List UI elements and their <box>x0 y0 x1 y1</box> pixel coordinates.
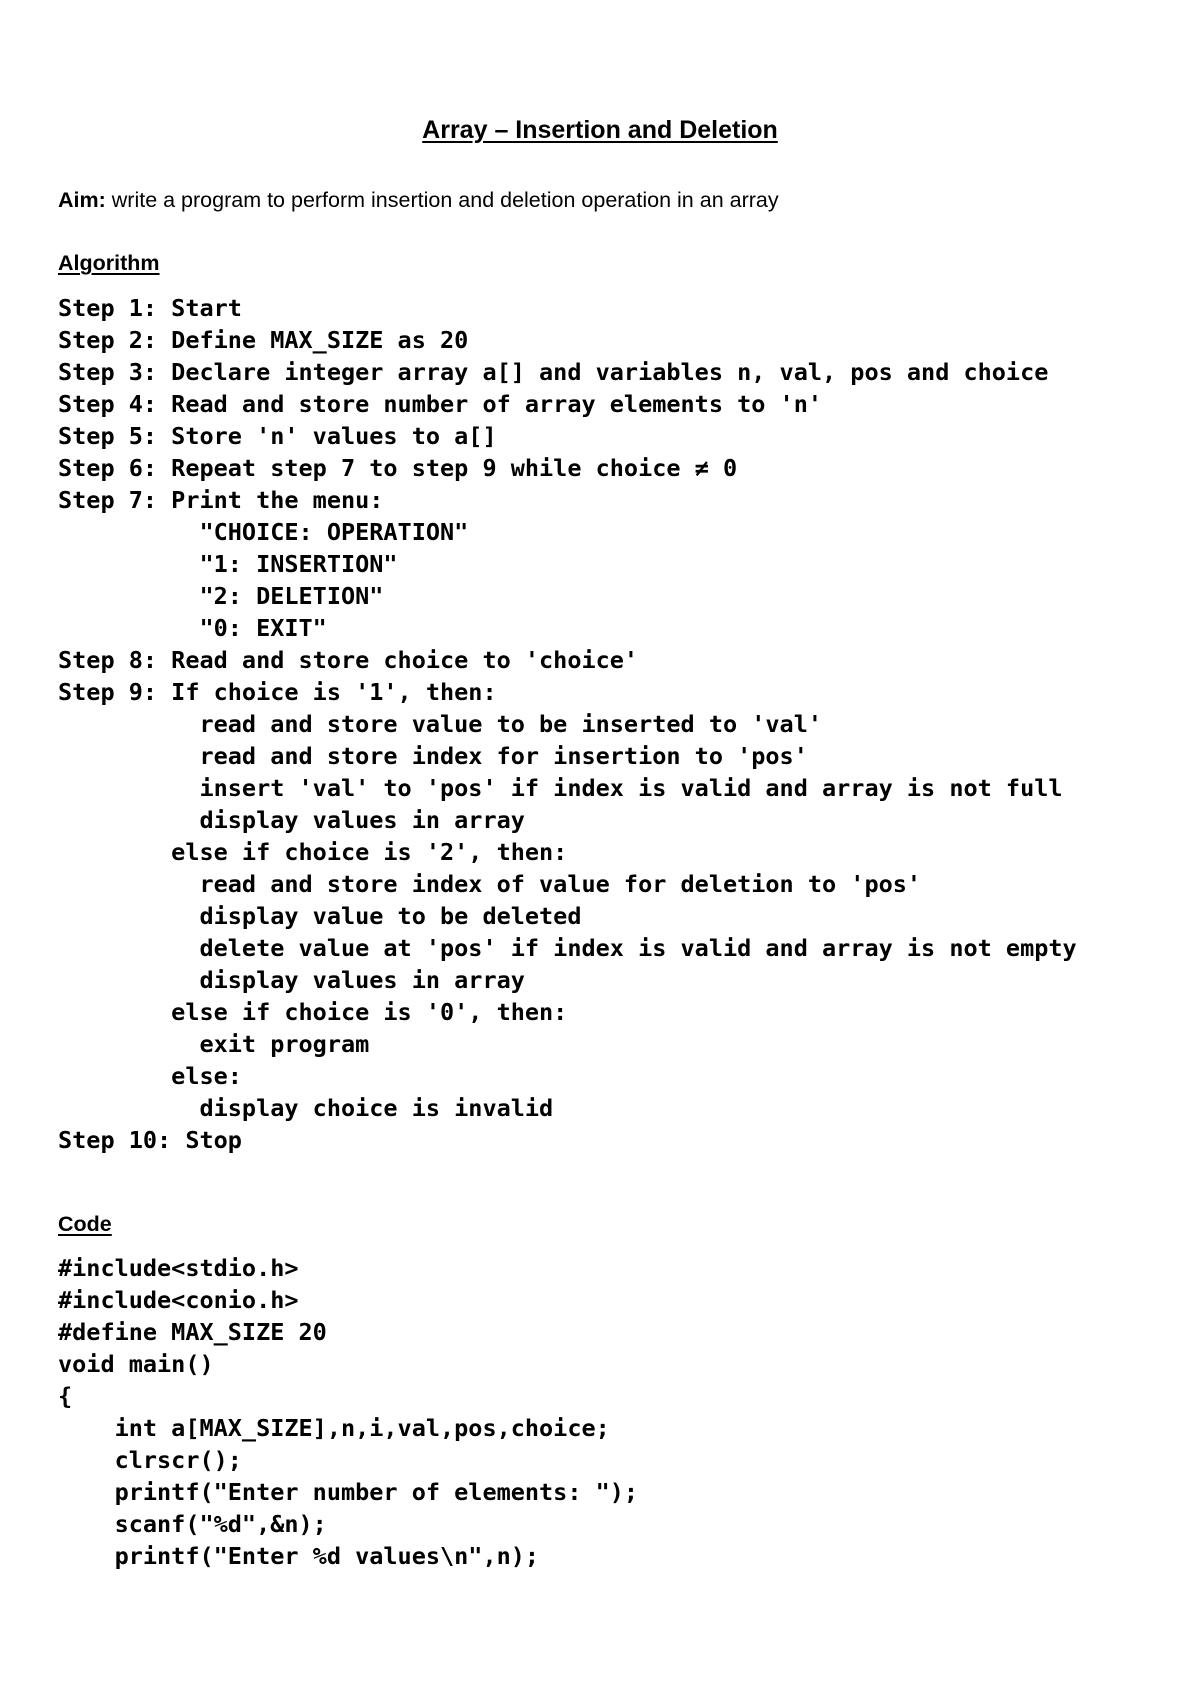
algorithm-steps <box>58 292 1077 1156</box>
algorithm-line: display values in array <box>58 806 525 834</box>
algorithm-line: Step 3: Declare integer array a[] and variables n, val, pos and choice <box>58 358 1049 386</box>
code-line: #include<stdio.h> <box>58 1254 299 1282</box>
code-line: printf("Enter number of elements: "); <box>58 1478 639 1506</box>
algorithm-line: Step 7: Print the menu: <box>58 486 384 514</box>
algorithm-line: display value to be deleted <box>58 902 582 930</box>
algorithm-line: read and store index of value for deletion to 'pos' <box>58 870 922 898</box>
aim-text: write a program to perform insertion and deletion operation in an array <box>105 188 779 212</box>
document-title: Array – Insertion and Deletion <box>422 116 778 144</box>
algorithm-line: Step 4: Read and store number of array elements to 'n' <box>58 390 823 418</box>
algorithm-line: else: <box>58 1062 242 1090</box>
algorithm-line: delete value at 'pos' if index is valid and array is not empty <box>58 934 1077 962</box>
code-line: #include<conio.h> <box>58 1286 299 1314</box>
algorithm-heading: Algorithm <box>58 251 160 275</box>
algorithm-line: display choice is invalid <box>58 1094 554 1122</box>
code-line: void main() <box>58 1350 214 1378</box>
code-line: clrscr(); <box>58 1446 242 1474</box>
algorithm-line: Step 1: Start <box>58 294 242 322</box>
algorithm-line: Step 8: Read and store choice to 'choice' <box>58 646 639 674</box>
code-line: int a[MAX_SIZE],n,i,val,pos,choice; <box>58 1414 610 1442</box>
code-line: scanf("%d",&n); <box>58 1510 327 1538</box>
code-line: { <box>58 1382 73 1410</box>
aim-label: Aim: <box>58 188 106 212</box>
algorithm-line: exit program <box>58 1030 370 1058</box>
code-line: printf("Enter %d values\n",n); <box>58 1542 540 1570</box>
algorithm-line: display values in array <box>58 966 525 994</box>
algorithm-line: read and store index for insertion to 'pos' <box>58 742 808 770</box>
algorithm-line: Step 5: Store 'n' values to a[] <box>58 422 497 450</box>
algorithm-line: else if choice is '0', then: <box>58 998 568 1026</box>
algorithm-line: read and store value to be inserted to 'val' <box>58 710 823 738</box>
code-line: #define MAX_SIZE 20 <box>58 1318 327 1346</box>
algorithm-line: "2: DELETION" <box>58 582 384 610</box>
algorithm-line: else if choice is '2', then: <box>58 838 568 866</box>
code-listing <box>58 1252 638 1572</box>
code-heading: Code <box>58 1212 112 1236</box>
algorithm-line: "1: INSERTION" <box>58 550 398 578</box>
algorithm-line: Step 9: If choice is '1', then: <box>58 678 497 706</box>
algorithm-line: Step 2: Define MAX_SIZE as 20 <box>58 326 469 354</box>
algorithm-line: "CHOICE: OPERATION" <box>58 518 469 546</box>
aim-statement <box>58 188 779 213</box>
algorithm-line: Step 6: Repeat step 7 to step 9 while choice ≠ 0 <box>58 454 738 482</box>
algorithm-line: Step 10: Stop <box>58 1126 242 1154</box>
algorithm-line: "0: EXIT" <box>58 614 327 642</box>
algorithm-line: insert 'val' to 'pos' if index is valid and array is not full <box>58 774 1063 802</box>
